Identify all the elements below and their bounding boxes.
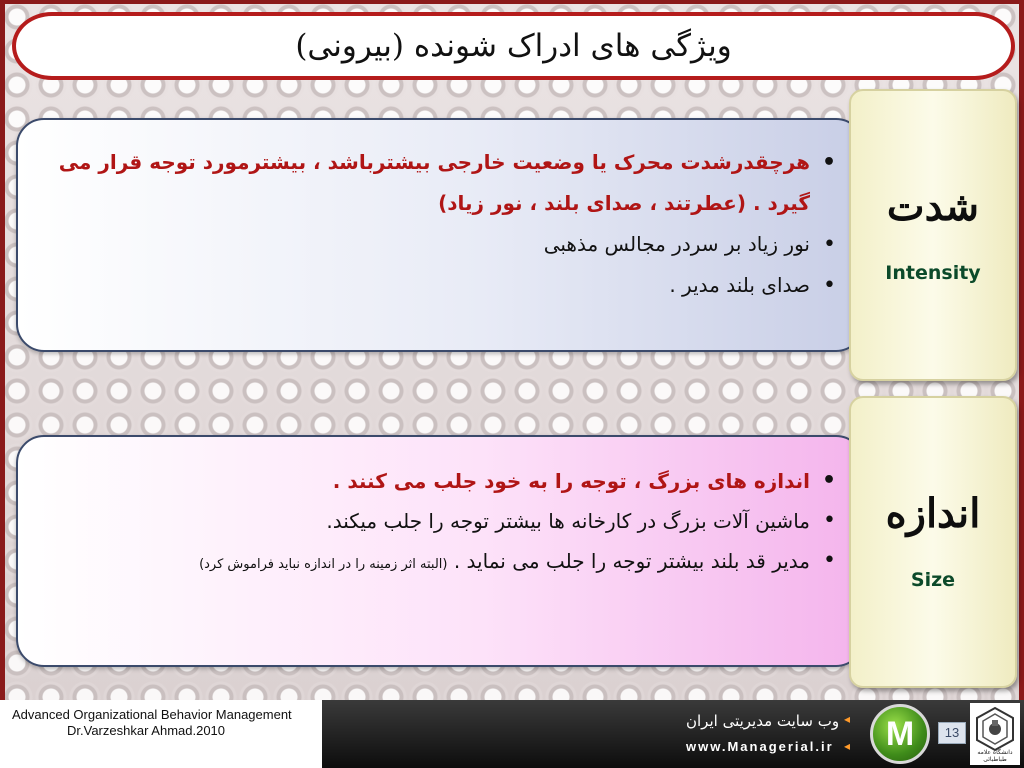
label-en: Size [910,569,956,591]
site-name-fa: وب سایت مدیریتی ایران [686,712,840,730]
logo-letter: M [885,714,915,753]
managerial-logo-icon [870,704,930,764]
bullet-item: • صدای بلند مدیر . [38,265,810,306]
university-caption: دانشگاه علامه طباطبائی [977,749,1013,763]
frame-right [1019,0,1024,700]
label-card-size [849,396,1017,688]
bullet-dot-icon: ◂ [844,739,851,753]
bullet-list-size [38,461,810,585]
content-box-intensity [16,118,864,352]
course-title: Advanced Organizational Behavior Management [12,707,292,722]
slide-title: ویژگی های ادراک شونده (بیرونی) [295,28,732,64]
bullet-dot-icon: ◂ [844,712,851,726]
title-banner [12,12,1015,80]
bullet-list-intensity [38,142,810,306]
bullet-item: • ماشین آلات بزرگ در کارخانه ها بیشتر توجه را جلب میکند. [38,501,810,541]
page-number: 13 [938,722,966,744]
bullet-item-with-note [38,541,810,585]
label-fa: شدت [886,183,980,230]
bullet-note: (البته اثر زمینه را در اندازه نباید فراموش کرد) [199,557,448,572]
footer-credits [0,700,322,768]
author-line: Dr.Varzeshkar Ahmad.2010 [67,723,226,738]
label-card-intensity [849,89,1017,381]
university-emblem-icon [975,706,1015,752]
label-en: Intensity [885,262,981,284]
bullet-text: مدیر قد بلند بیشتر توجه را جلب می نماید . [453,549,810,573]
frame-left [0,0,5,700]
frame-top [0,0,1024,4]
bullet-item: • هرچقدرشدت محرک یا وضعیت خارجی بیشترباشد ، بیشترمورد توجه قرار می گیرد . (عطرتند ، صدای بلند ، نور زیاد) [38,142,810,224]
label-fa: اندازه [885,490,981,537]
university-logo [970,703,1020,765]
content-box-size [16,435,864,667]
bullet-item: • اندازه های بزرگ ، توجه را به خود جلب می کنند . [38,461,810,501]
site-url-link[interactable]: www.Managerial.ir [686,739,834,754]
bullet-item: • نور زیاد بر سردر مجالس مذهبی [38,224,810,265]
